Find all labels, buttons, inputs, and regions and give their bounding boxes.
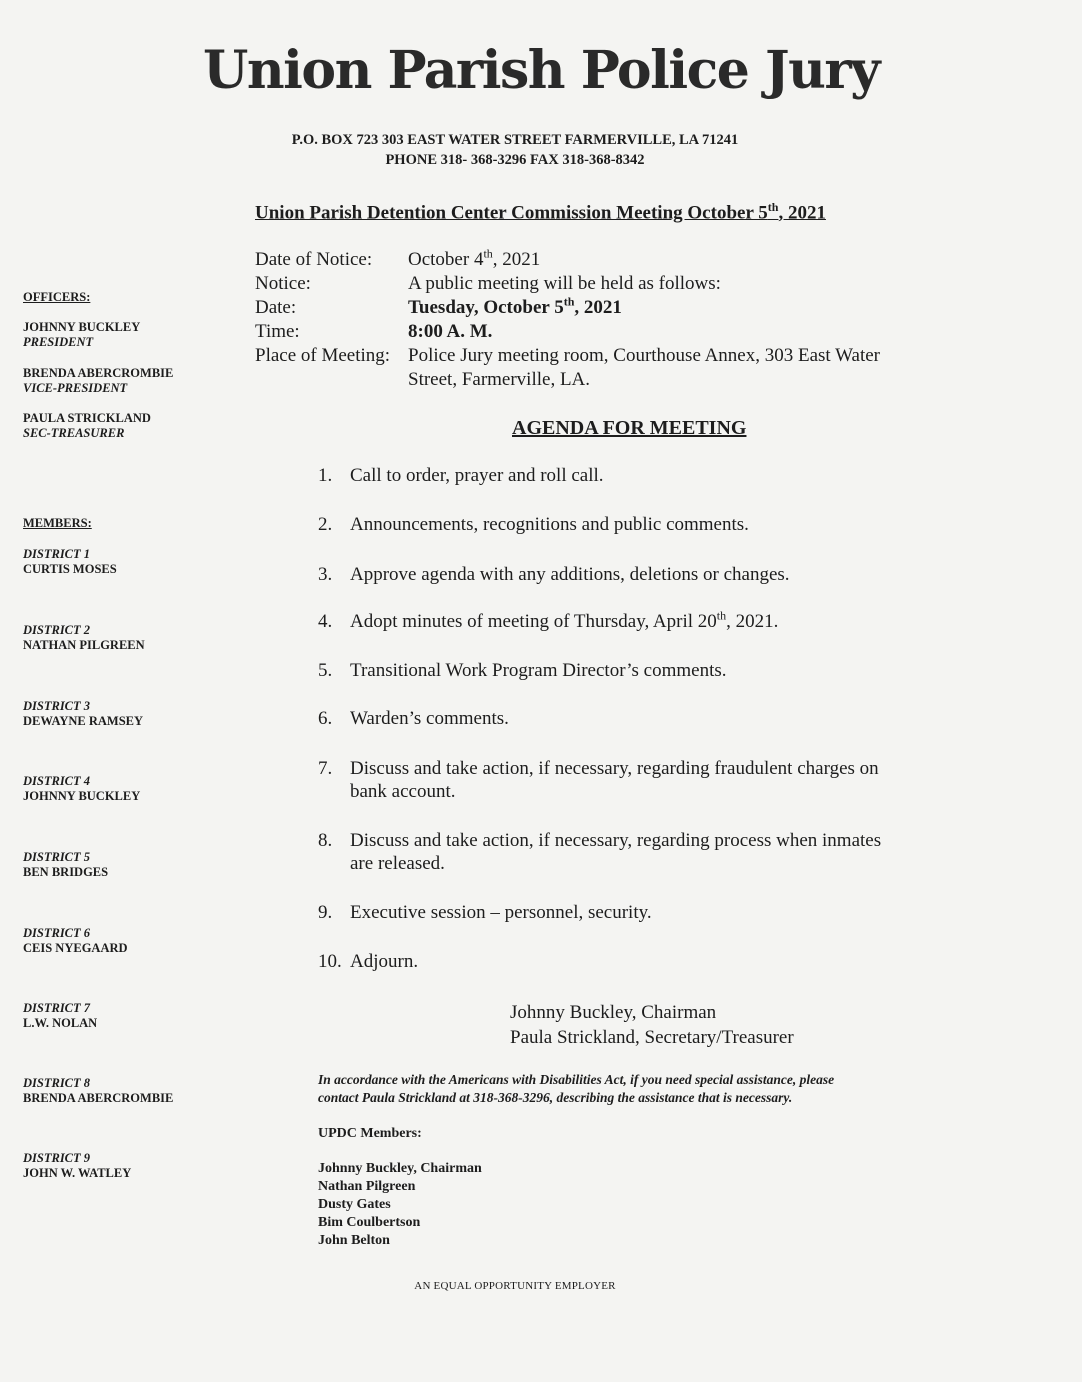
agenda-item-number: 8.	[318, 830, 333, 851]
notice-value: A public meeting will be held as follows:	[408, 273, 721, 294]
agenda-item	[318, 464, 958, 487]
member-district: DISTRICT 3	[23, 699, 91, 713]
member-name: BRENDA ABERCROMBIE	[23, 1091, 174, 1105]
time-value: 8:00 A. M.	[408, 321, 493, 342]
meeting-title-year: , 2021	[778, 202, 826, 224]
member-district: DISTRICT 6	[23, 926, 91, 940]
time-label: Time:	[255, 321, 300, 342]
signature-secretary: Paula Strickland, Secretary/Treasurer	[510, 1027, 794, 1048]
agenda-item-number: 9.	[318, 902, 333, 923]
agenda-title: AGENDA FOR MEETING	[512, 417, 747, 439]
agenda-item	[318, 950, 958, 973]
notice-block	[255, 248, 880, 392]
notice-label: Notice:	[255, 273, 311, 294]
member-name: JOHN W. WATLEY	[23, 1166, 132, 1180]
agenda-item-number: 3.	[318, 564, 333, 585]
member-name: JOHNNY BUCKLEY	[23, 789, 141, 803]
officers-heading: OFFICERS:	[23, 290, 91, 304]
ada-notice-line2: contact Paula Strickland at 318-368-3296, describing the assistance that is necessary.	[318, 1090, 793, 1105]
agenda-item-number: 1.	[318, 465, 333, 486]
date-of-notice-label: Date of Notice:	[255, 249, 373, 270]
agenda-item	[318, 659, 958, 682]
agenda-item-text: Discuss and take action, if necessary, regarding process when inmates are released.	[350, 830, 882, 874]
notice-row-notice	[255, 272, 880, 296]
footer-eoe: AN EQUAL OPPORTUNITY EMPLOYER	[414, 1280, 616, 1292]
agenda-item-number: 2.	[318, 514, 333, 535]
updc-member: Bim Coulbertson	[318, 1215, 421, 1230]
officer-name: BRENDA ABERCROMBIE	[23, 366, 174, 380]
updc-members-list	[318, 1160, 482, 1250]
agenda-item	[318, 829, 958, 875]
officer-role: VICE-PRESIDENT	[23, 381, 128, 395]
meeting-title	[255, 200, 826, 224]
updc-member: Nathan Pilgreen	[318, 1179, 416, 1194]
updc-member: John Belton	[318, 1233, 390, 1248]
member-district: DISTRICT 7	[23, 1001, 91, 1015]
place-value: Police Jury meeting room, Courthouse Annex, 303 East Water	[408, 345, 880, 366]
signature-chairman: Johnny Buckley, Chairman	[510, 1002, 717, 1023]
place-label: Place of Meeting:	[255, 345, 391, 366]
org-title: Union Parish Police Jury	[202, 40, 879, 101]
agenda-item-number: 6.	[318, 708, 333, 729]
agenda-item-number: 10.	[318, 951, 342, 972]
officer-name: PAULA STRICKLAND	[23, 411, 151, 425]
member-name: BEN BRIDGES	[23, 865, 109, 879]
agenda-item-number: 7.	[318, 758, 333, 779]
place-value-cont: Street, Farmerville, LA.	[408, 369, 591, 390]
agenda-item	[318, 707, 958, 730]
agenda-item-text: Transitional Work Program Director’s comments.	[350, 660, 727, 681]
member-name: CEIS NYEGAARD	[23, 941, 128, 955]
members-heading: MEMBERS:	[23, 516, 92, 530]
notice-row-date-of-notice	[255, 248, 880, 272]
date-value: Tuesday, October 5th, 2021	[408, 294, 622, 318]
agenda-item-text: Call to order, prayer and roll call.	[350, 465, 604, 486]
member-district: DISTRICT 9	[23, 1151, 91, 1165]
updc-heading: UPDC Members:	[318, 1126, 422, 1141]
notice-row-date	[255, 296, 880, 320]
officer-role: PRESIDENT	[23, 335, 94, 349]
ada-notice-line1: In accordance with the Americans with Disabilities Act, if you need special assistance, please	[318, 1072, 835, 1087]
agenda-item-text: Warden’s comments.	[350, 708, 509, 729]
agenda-item-text: Adjourn.	[350, 951, 419, 972]
agenda-item	[318, 757, 958, 803]
officer-role: SEC-TREASURER	[23, 426, 125, 440]
agenda-item	[318, 610, 958, 633]
meeting-title-sup: th	[767, 200, 779, 214]
agenda-item	[318, 563, 958, 586]
member-district: DISTRICT 1	[23, 547, 91, 561]
date-label: Date:	[255, 297, 297, 318]
agenda-item-text: Adopt minutes of meeting of Thursday, April 20th, 2021.	[350, 608, 779, 632]
agenda-item-text: Approve agenda with any additions, deletions or changes.	[350, 564, 790, 585]
member-district: DISTRICT 2	[23, 623, 91, 637]
agenda-item-text: Announcements, recognitions and public comments.	[350, 514, 749, 535]
meeting-title-text: Union Parish Detention Center Commission Meeting October 5	[255, 202, 768, 224]
agenda-item-number: 4.	[318, 611, 333, 632]
member-name: L.W. NOLAN	[23, 1016, 98, 1030]
agenda-item-number: 5.	[318, 660, 333, 681]
updc-member: Dusty Gates	[318, 1197, 391, 1212]
notice-row-place	[255, 344, 880, 368]
signature-block	[510, 1000, 794, 1050]
agenda-item-text: Executive session – personnel, security.	[350, 902, 652, 923]
member-district: DISTRICT 8	[23, 1076, 91, 1090]
member-name: NATHAN PILGREEN	[23, 638, 145, 652]
member-name: DEWAYNE RAMSEY	[23, 714, 144, 728]
updc-member: Johnny Buckley, Chairman	[318, 1161, 482, 1176]
member-district: DISTRICT 4	[23, 774, 91, 788]
agenda-item	[318, 901, 958, 924]
agenda-item-text: Discuss and take action, if necessary, regarding fraudulent charges on bank account.	[350, 758, 879, 802]
member-name: CURTIS MOSES	[23, 562, 117, 576]
member-district: DISTRICT 5	[23, 850, 91, 864]
officer-name: JOHNNY BUCKLEY	[23, 320, 141, 334]
notice-row-time	[255, 320, 880, 344]
ada-notice	[318, 1071, 1018, 1107]
phone-fax-line: PHONE 318- 368-3296 FAX 318-368-8342	[385, 152, 645, 168]
address-line: P.O. BOX 723 303 EAST WATER STREET FARMERVILLE, LA 71241	[291, 132, 739, 148]
date-of-notice-value: October 4th, 2021	[408, 246, 541, 270]
agenda-item	[318, 513, 958, 536]
